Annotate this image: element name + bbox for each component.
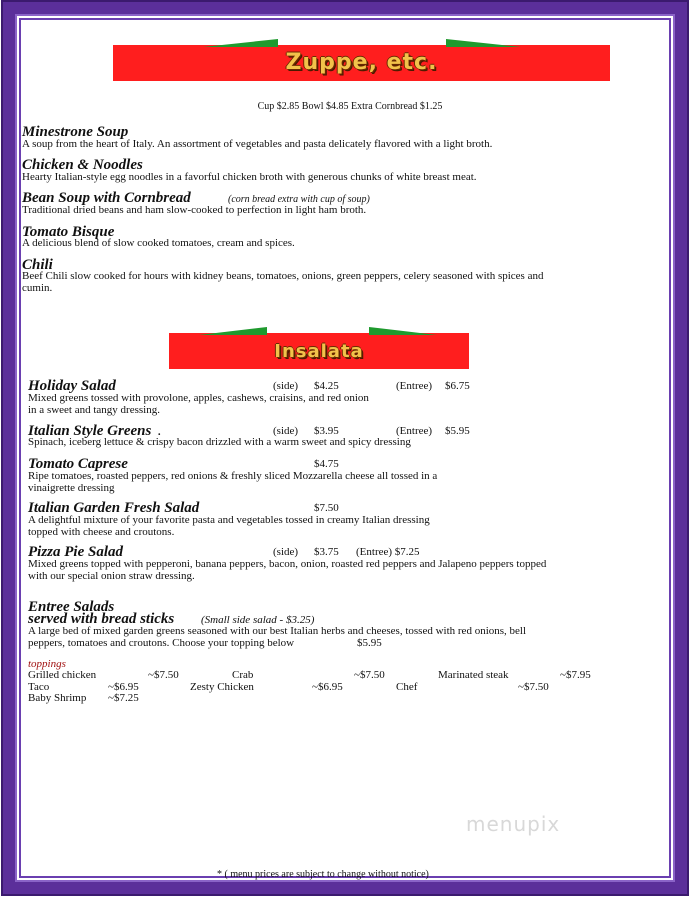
soup-section-title: Zuppe, etc.	[285, 50, 438, 75]
salad-name-text: Italian Style Greens	[28, 423, 152, 439]
salad-side-label: (side)	[273, 546, 299, 558]
topping-price: ~$7.25	[108, 692, 139, 704]
salad-name: Pizza Pie Salad	[28, 544, 124, 560]
topping-name: Taco	[28, 681, 50, 693]
soup-desc: A soup from the heart of Italy. An assortment of vegetables and pasta delicately flavored with a light broth.	[22, 138, 493, 150]
entree-salads-title: Entree Salads	[28, 599, 115, 615]
salad-side-price: $3.95	[314, 425, 339, 437]
soup-prices: Cup $2.85 Bowl $4.85 Extra Cornbread $1.25	[257, 101, 443, 112]
salad-entree-label: (Entree)	[396, 380, 433, 392]
salad-side-label: (side)	[273, 380, 299, 392]
entree-salads-subtitle: served with bread sticks	[28, 611, 175, 627]
soup-desc: cumin.	[22, 282, 53, 294]
salad-desc: Mixed greens tossed with provolone, apples, cashews, craisins, and red onion	[28, 392, 369, 404]
topping-price: ~$7.50	[354, 669, 385, 681]
salad-name: Tomato Caprese	[28, 456, 128, 472]
topping-price: ~$6.95	[312, 681, 343, 693]
soup-name: Bean Soup with Cornbread	[22, 190, 191, 206]
topping-price: ~$7.50	[518, 681, 549, 693]
menupix-watermark: menupix	[466, 812, 561, 836]
salad-price: $4.75	[314, 458, 339, 470]
topping-name: Crab	[232, 669, 254, 681]
entree-salads-note: (Small side salad - $3.25)	[201, 614, 315, 626]
salad-entree-price: $5.95	[445, 425, 470, 437]
salad-entree-label: (Entree)	[396, 425, 433, 437]
entree-salads-desc: A large bed of mixed garden greens seasoned with our best Italian herbs and cheeses, tossed with red onions, bell	[28, 625, 527, 637]
entree-salads-price: $5.95	[357, 637, 382, 649]
salad-entree-price: $6.75	[445, 380, 470, 392]
topping-price: ~$6.95	[108, 681, 139, 693]
soup-desc: Beef Chili slow cooked for hours with kidney beans, tomatoes, onions, green peppers, celery seasoned with spices and	[22, 270, 544, 282]
salad-desc: in a sweet and tangy dressing.	[28, 404, 160, 416]
salad-entree-label: (Entree) $7.25	[356, 546, 420, 558]
topping-price: ~$7.50	[148, 669, 179, 681]
salad-desc: Ripe tomatoes, roasted peppers, red onions & freshly sliced Mozzarella cheese all tossed in a	[28, 470, 438, 482]
salad-name: Holiday Salad	[28, 378, 116, 394]
soup-desc: Hearty Italian-style egg noodles in a favorful chicken broth with generous chunks of white breast meat.	[22, 171, 477, 183]
price-disclaimer: * ( menu prices are subject to change without notice)	[217, 869, 429, 880]
toppings-label: toppings	[28, 658, 66, 670]
salad-price: $7.50	[314, 502, 339, 514]
salad-side-price: $3.75	[314, 546, 339, 558]
salad-name: Italian Garden Fresh Salad	[28, 500, 200, 516]
soup-name: Tomato Bisque	[22, 224, 115, 240]
entree-salads-desc: peppers, tomatoes and croutons. Choose your topping below	[28, 637, 295, 649]
topping-name: Baby Shrimp	[28, 692, 87, 704]
soup-section-banner	[113, 45, 610, 81]
soup-name: Chicken & Noodles	[22, 157, 143, 173]
salad-desc: with our special onion straw dressing.	[28, 570, 195, 582]
salad-section-title: Insalata	[274, 341, 364, 362]
soup-desc: A delicious blend of slow cooked tomatoes, cream and spices.	[22, 237, 295, 249]
soup-note: (corn bread extra with cup of soup)	[228, 194, 370, 205]
salad-name-dot: .	[157, 423, 162, 439]
salad-section-banner	[169, 333, 469, 369]
soup-desc: Traditional dried beans and ham slow-cooked to perfection in light ham broth.	[22, 204, 367, 216]
topping-name: Marinated steak	[438, 669, 509, 681]
topping-name: Zesty Chicken	[190, 681, 254, 693]
salad-side-label: (side)	[273, 425, 299, 437]
salad-desc: topped with cheese and croutons.	[28, 526, 175, 538]
topping-name: Grilled chicken	[28, 669, 97, 681]
soup-name: Minestrone Soup	[22, 124, 129, 140]
salad-desc: A delightful mixture of your favorite pasta and vegetables tossed in creamy Italian dressing	[28, 514, 430, 526]
salad-desc: Spinach, iceberg lettuce & crispy bacon drizzled with a warm sweet and spicy dressing	[28, 436, 411, 448]
topping-price: ~$7.95	[560, 669, 591, 681]
salad-side-price: $4.25	[314, 380, 339, 392]
soup-name: Chili	[22, 257, 53, 273]
salad-desc: vinaigrette dressing	[28, 482, 115, 494]
salad-desc: Mixed greens topped with pepperoni, banana peppers, bacon, onion, roasted red peppers and Jalapeno peppers topped	[28, 558, 547, 570]
topping-name: Chef	[396, 681, 418, 693]
